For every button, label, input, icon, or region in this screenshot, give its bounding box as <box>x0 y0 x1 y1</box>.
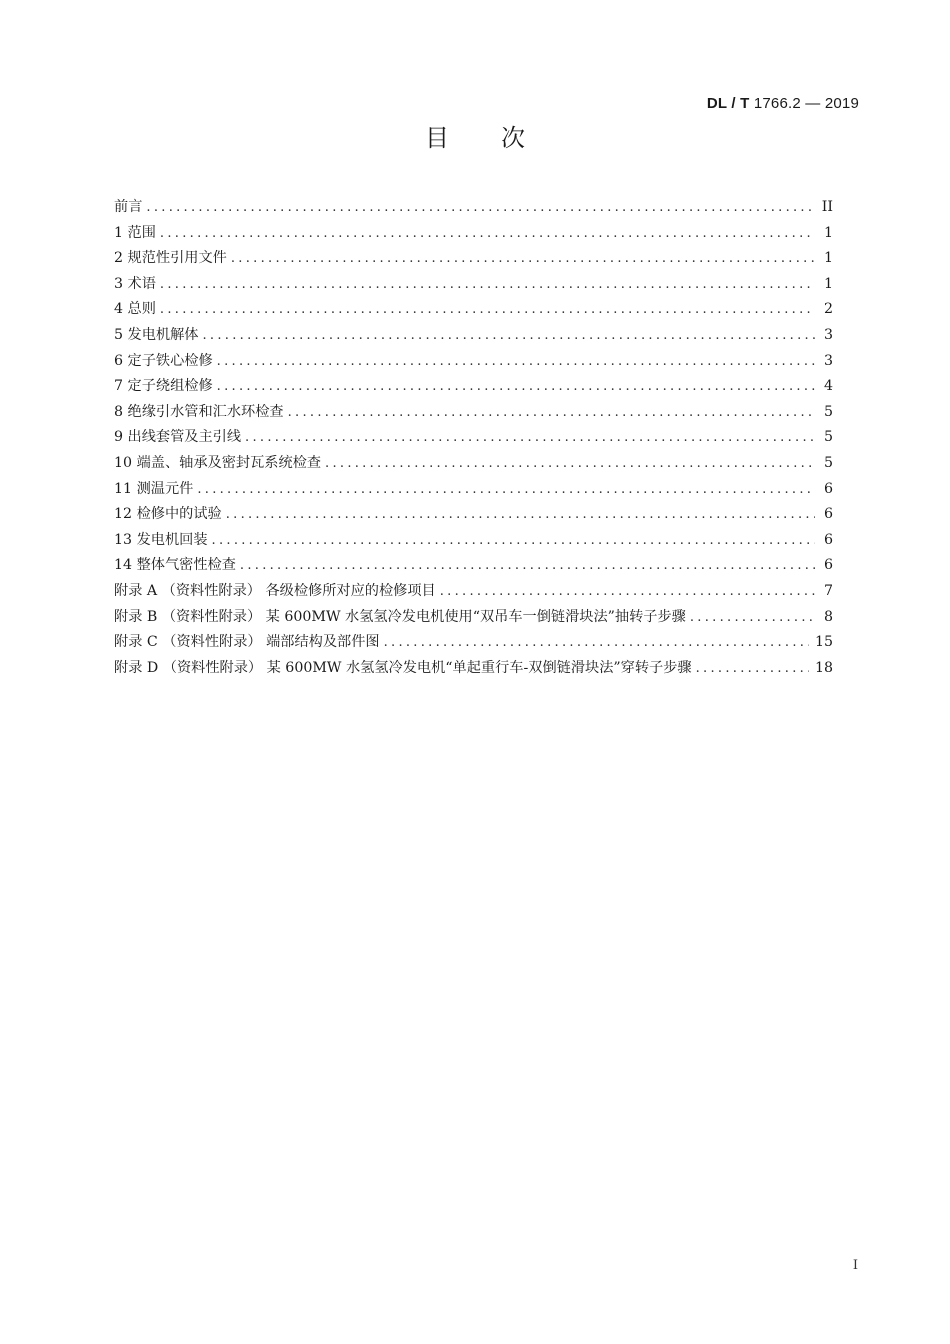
toc-dot-leader <box>696 661 809 677</box>
toc-entry-page: 6 <box>823 557 833 574</box>
toc-entry-label: 9 出线套管及主引线 <box>114 429 242 446</box>
toc-entry-label: 附录 B （资料性附录） 某 600MW 水氢氢冷发电机使用“双吊车一倒链滑块法”抽转子步骤 <box>114 608 686 625</box>
toc-entry-page: 5 <box>823 454 833 471</box>
toc-entry-label: 附录 C （资料性附录） 端部结构及部件图 <box>114 634 380 651</box>
toc-entry-label: 7 定子绕组检修 <box>114 378 213 395</box>
toc-entry-page: 3 <box>823 352 833 369</box>
toc-entry-page: 7 <box>823 582 833 599</box>
toc-dot-leader <box>226 507 815 523</box>
toc-entry-page: 18 <box>814 659 833 676</box>
toc-entry-label: 13 发电机回装 <box>114 531 208 548</box>
toc-entry-7[interactable] <box>114 375 833 401</box>
toc-entry-page: 5 <box>823 403 833 420</box>
toc-entry-page: 1 <box>823 250 833 267</box>
toc-entry-label: 附录 D （资料性附录） 某 600MW 水氢氢冷发电机“单起重行车-双倒链滑块法”穿转子步骤 <box>114 659 692 676</box>
toc-entry-page: 3 <box>823 326 833 343</box>
toc-entry-4[interactable] <box>114 298 833 324</box>
toc-dot-leader <box>231 251 815 267</box>
toc-entry-label: 附录 A （资料性附录） 各级检修所对应的检修项目 <box>114 582 436 599</box>
toc-dot-leader <box>160 277 815 293</box>
toc-entry-page: 1 <box>823 224 833 241</box>
toc-entry-9[interactable] <box>114 426 833 452</box>
toc-entry-appendix-a[interactable] <box>114 580 833 606</box>
toc-entry-page: 6 <box>823 480 833 497</box>
toc-entry-foreword[interactable] <box>114 196 833 222</box>
toc-dot-leader <box>690 610 815 626</box>
toc-dot-leader <box>240 558 815 574</box>
toc-entry-label: 14 整体气密性检查 <box>114 557 236 574</box>
toc-dot-leader <box>202 328 815 344</box>
toc-dot-leader <box>160 302 815 318</box>
toc-entry-11[interactable] <box>114 478 833 504</box>
toc-entry-12[interactable] <box>114 503 833 529</box>
toc-dot-leader <box>217 354 815 370</box>
toc-dot-leader <box>146 200 815 216</box>
toc-entry-5[interactable] <box>114 324 833 350</box>
toc-entry-label: 前言 <box>114 199 143 215</box>
toc-entry-label: 11 测温元件 <box>114 480 194 497</box>
toc-entry-appendix-c[interactable] <box>114 631 833 657</box>
toc-entry-page: 1 <box>823 275 833 292</box>
page-title <box>0 118 950 153</box>
toc-entry-14[interactable] <box>114 554 833 580</box>
toc-entry-1[interactable] <box>114 222 833 248</box>
page-number: I <box>852 1258 858 1273</box>
toc-entry-8[interactable] <box>114 401 833 427</box>
toc-entry-page: 6 <box>823 531 833 548</box>
toc-entry-appendix-b[interactable] <box>114 606 833 632</box>
toc-dot-leader <box>245 430 815 446</box>
toc-entry-page: 15 <box>814 634 833 651</box>
toc-entry-label: 3 术语 <box>114 275 156 292</box>
toc-entry-10[interactable] <box>114 452 833 478</box>
toc-entry-label: 12 检修中的试验 <box>114 506 222 523</box>
toc-dot-leader <box>212 533 815 549</box>
page-title-char-2: 次 <box>501 124 525 152</box>
toc-entry-page: 8 <box>823 608 833 625</box>
toc-dot-leader <box>217 379 815 395</box>
page-title-char-1: 目 <box>425 124 449 152</box>
toc-dot-leader <box>325 456 815 472</box>
toc-dot-leader <box>384 635 809 651</box>
toc-entry-page: 6 <box>823 506 833 523</box>
toc-dot-leader <box>288 405 815 421</box>
toc-entry-label: 8 绝缘引水管和汇水环检查 <box>114 403 284 420</box>
document-code-prefix: DL / T <box>706 95 750 112</box>
toc-entry-2[interactable] <box>114 247 833 273</box>
toc-entry-label: 2 规范性引用文件 <box>114 250 227 267</box>
toc-dot-leader <box>197 482 815 498</box>
toc-entry-6[interactable] <box>114 350 833 376</box>
toc-entry-page: 5 <box>823 429 833 446</box>
toc-entry-label: 1 范围 <box>114 224 156 241</box>
toc-entry-label: 6 定子铁心检修 <box>114 352 213 369</box>
toc-entry-page: II <box>821 199 833 215</box>
document-code-number: 1766.2 — 2019 <box>753 95 859 112</box>
toc-entry-label: 5 发电机解体 <box>114 326 199 343</box>
document-code <box>707 95 859 112</box>
toc-entry-3[interactable] <box>114 273 833 299</box>
toc-dot-leader <box>440 584 815 600</box>
toc-entry-page: 2 <box>823 301 833 318</box>
toc-entry-label: 4 总则 <box>114 301 156 318</box>
table-of-contents <box>114 196 833 682</box>
toc-entry-page: 4 <box>823 378 833 395</box>
toc-entry-13[interactable] <box>114 529 833 555</box>
toc-dot-leader <box>160 226 815 242</box>
toc-entry-appendix-d[interactable] <box>114 657 833 683</box>
toc-entry-label: 10 端盖、轴承及密封瓦系统检查 <box>114 454 322 471</box>
